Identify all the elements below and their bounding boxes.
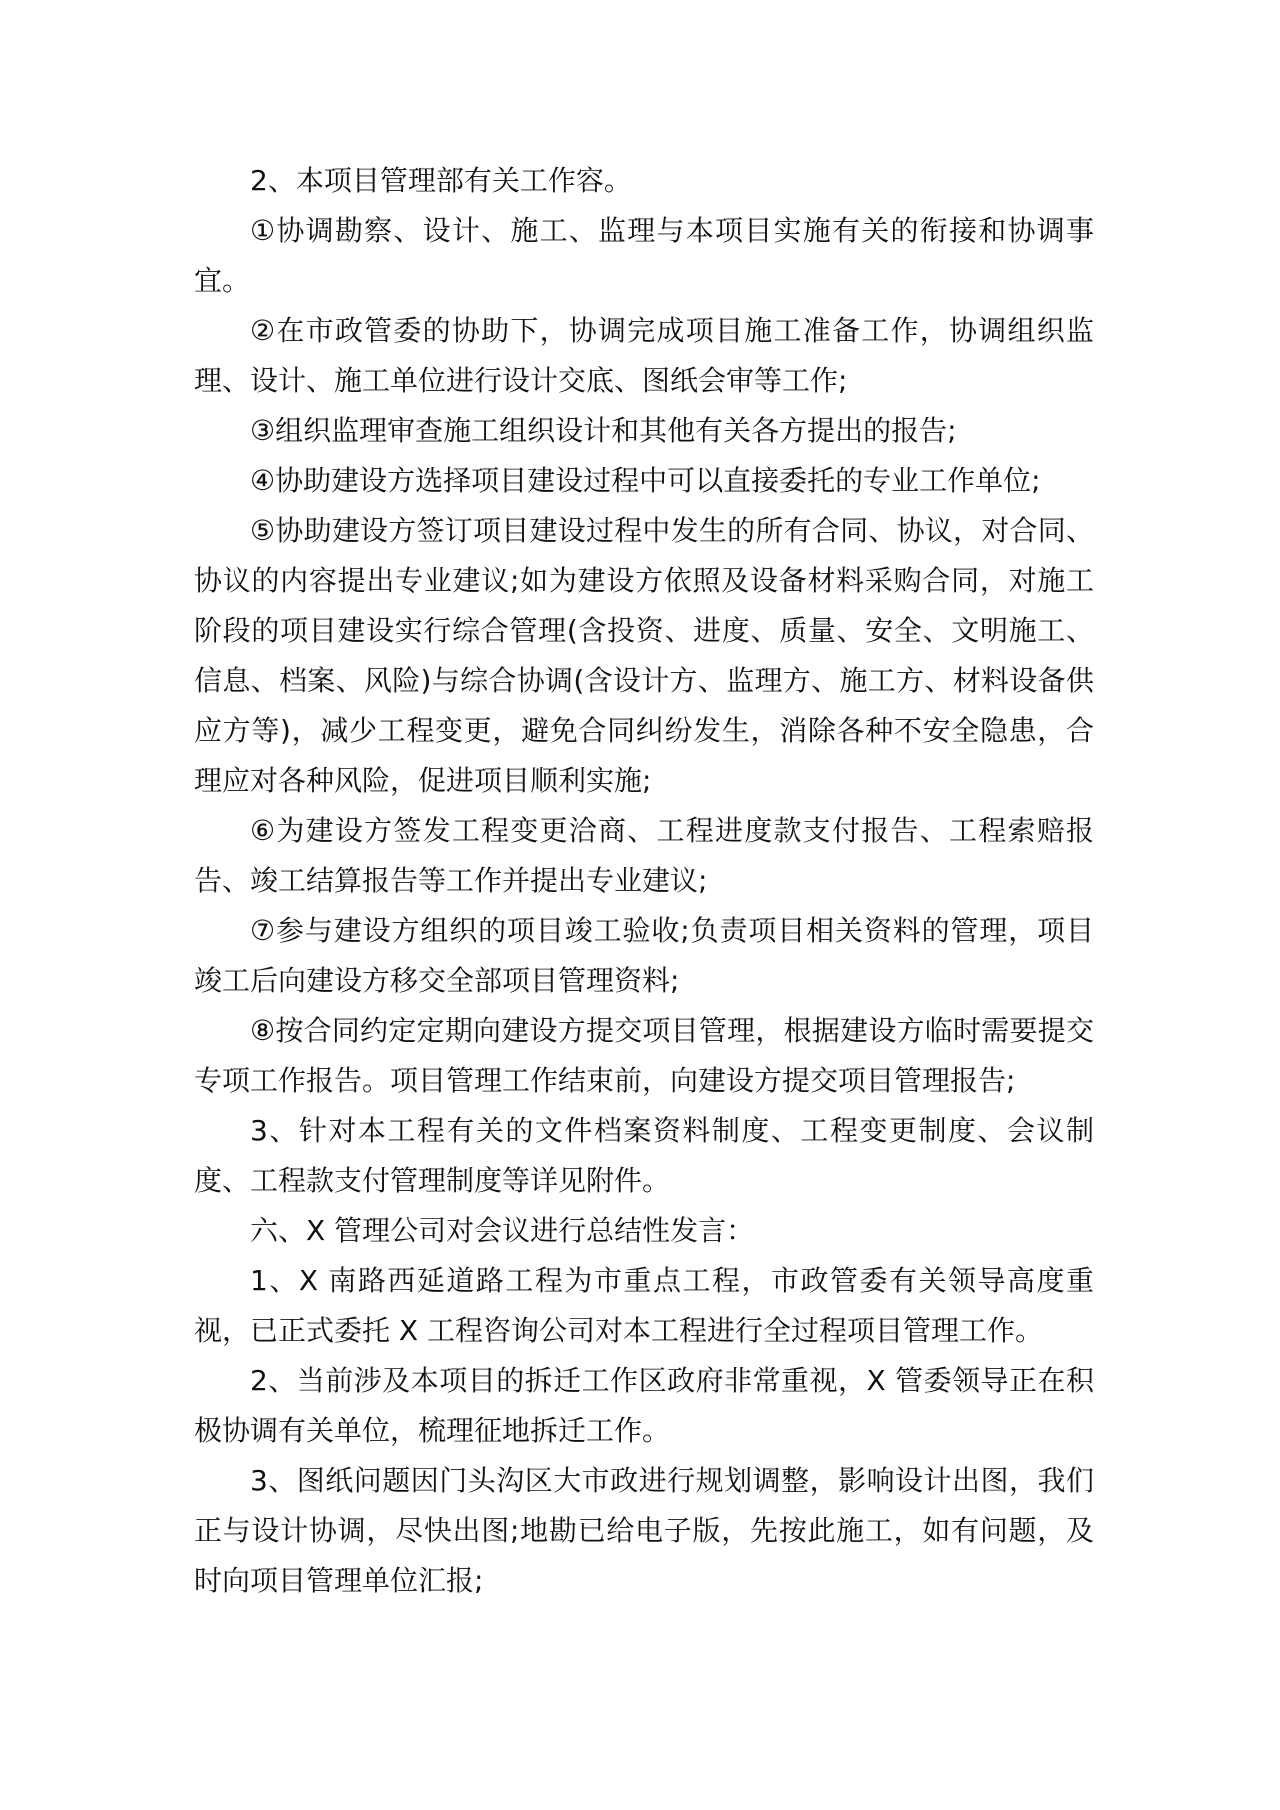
paragraph-item-7: ⑦参与建设方组织的项目竣工验收;负责项目相关资料的管理，项目竣工后向建设方移交全部项目管理资料;	[194, 914, 1094, 997]
paragraph-summary-1: 1、X 南路西延道路工程为市重点工程，市政管委有关领导高度重视，已正式委托 X 工程咨询公司对本工程进行全过程项目管理工作。	[194, 1264, 1094, 1347]
paragraph-section-6-heading: 六、X 管理公司对会议进行总结性发言：	[250, 1214, 755, 1247]
paragraph-item-5: ⑤协助建设方签订项目建设过程中发生的所有合同、协议，对合同、协议的内容提出专业建议;如为建设方依照及设备材料采购合同，对施工阶段的项目建设实行综合管理(含投资、进度、质量、安全、文明施工、信息、档案、风险)与综合协调(含设计方、监理方、施工方、材料设备供应方等)，减少工程变更，避免合同纠纷发生，消除各种不安全隐患，合理应对各种风险，促进项目顺利实施;	[194, 514, 1094, 797]
paragraph-item-2: ②在市政管委的协助下，协调完成项目施工准备工作，协调组织监理、设计、施工单位进行设计交底、图纸会审等工作;	[194, 314, 1094, 397]
document-body	[194, 156, 1094, 1606]
paragraph-item-8: ⑧按合同约定定期向建设方提交项目管理，根据建设方临时需要提交专项工作报告。项目管理工作结束前，向建设方提交项目管理报告;	[194, 1014, 1094, 1097]
paragraph-section-3: 3、针对本工程有关的文件档案资料制度、工程变更制度、会议制度、工程款支付管理制度等详见附件。	[194, 1114, 1094, 1197]
paragraph-item-4: ④协助建设方选择项目建设过程中可以直接委托的专业工作单位;	[250, 464, 1041, 497]
paragraph-item-1: ①协调勘察、设计、施工、监理与本项目实施有关的衔接和协调事宜。	[194, 214, 1094, 297]
paragraph-item-6: ⑥为建设方签发工程变更洽商、工程进度款支付报告、工程索赔报告、竣工结算报告等工作并提出专业建议;	[194, 814, 1094, 897]
paragraph-summary-3: 3、图纸问题因门头沟区大市政进行规划调整，影响设计出图，我们正与设计协调，尽快出图;地勘已给电子版，先按此施工，如有问题，及时向项目管理单位汇报;	[194, 1464, 1094, 1597]
paragraph-item-3: ③组织监理审查施工组织设计和其他有关各方提出的报告;	[250, 414, 957, 447]
paragraph-summary-2: 2、当前涉及本项目的拆迁工作区政府非常重视，X 管委领导正在积极协调有关单位，梳理征地拆迁工作。	[194, 1364, 1094, 1447]
paragraph-work-content-heading: 2、本项目管理部有关工作容。	[250, 164, 632, 197]
